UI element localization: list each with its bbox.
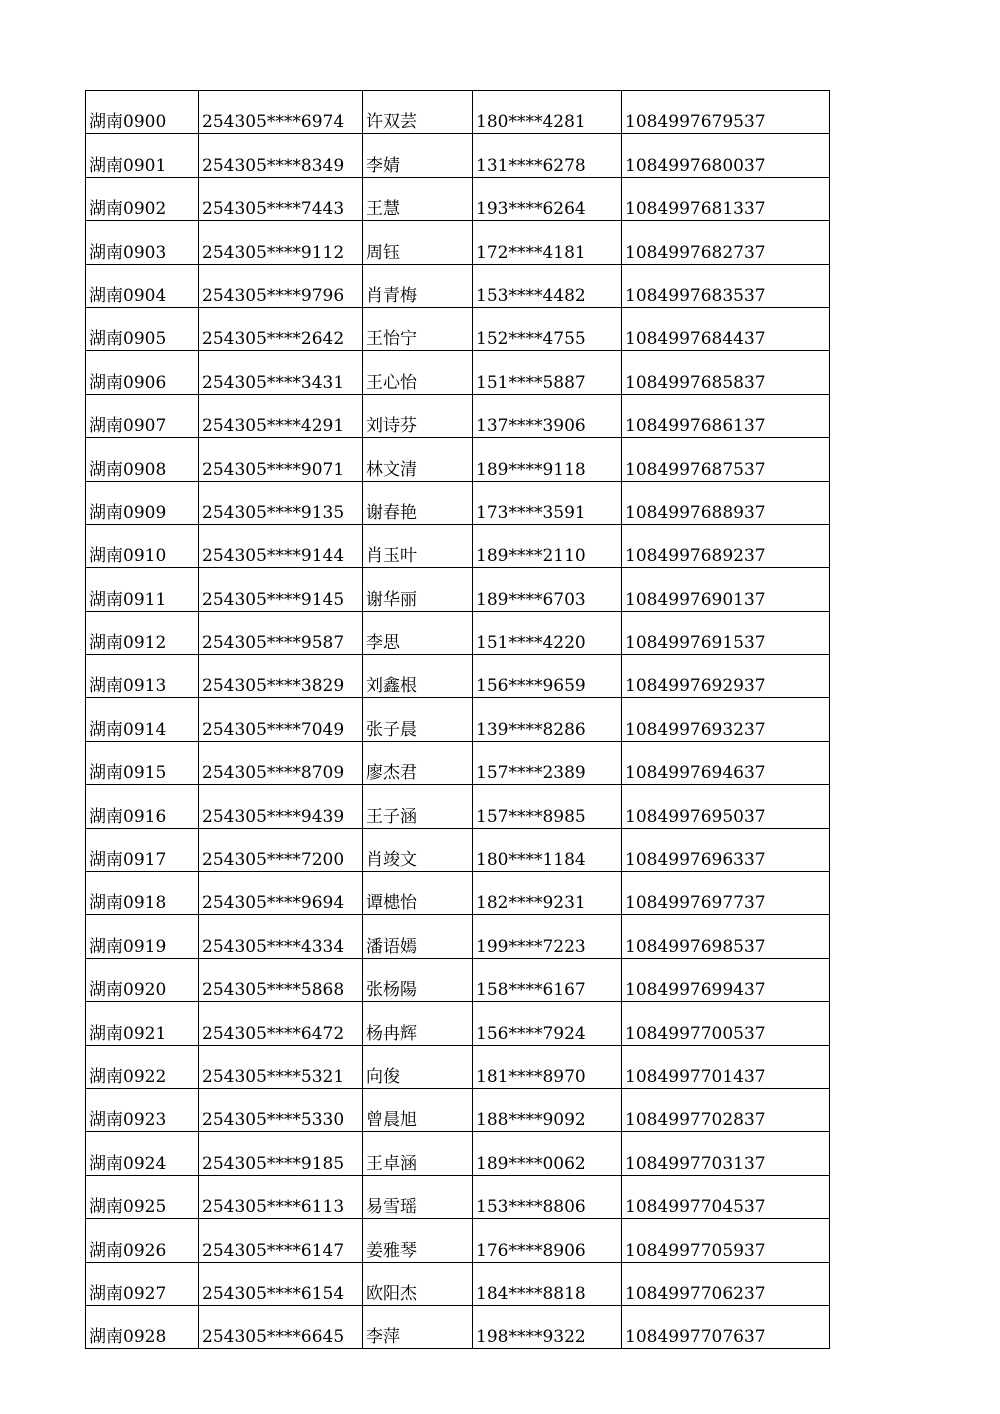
row-phone-cell: 153****8806 <box>473 1175 622 1218</box>
table-row <box>86 1132 830 1175</box>
row-phone-cell: 139****8286 <box>473 698 622 741</box>
row-code-cell: 湖南0910 <box>86 524 199 567</box>
row-id-cell: 254305****9587 <box>199 611 363 654</box>
row-name-cell: 李萍 <box>363 1305 473 1348</box>
row-phone-cell: 158****6167 <box>473 958 622 1001</box>
row-phone-cell: 156****9659 <box>473 655 622 698</box>
row-name-cell: 杨冉辉 <box>363 1002 473 1045</box>
row-code-cell: 湖南0926 <box>86 1219 199 1262</box>
row-id-cell: 254305****8349 <box>199 134 363 177</box>
row-name-cell: 谢华丽 <box>363 568 473 611</box>
row-number-cell: 1084997687537 <box>622 438 830 481</box>
row-name-cell: 林文清 <box>363 438 473 481</box>
row-id-cell: 254305****2642 <box>199 307 363 350</box>
table-row <box>86 1219 830 1262</box>
row-name-cell: 欧阳杰 <box>363 1262 473 1305</box>
row-code-cell: 湖南0919 <box>86 915 199 958</box>
row-code-cell: 湖南0903 <box>86 221 199 264</box>
table-row <box>86 481 830 524</box>
table-row <box>86 1262 830 1305</box>
row-name-cell: 王卓涵 <box>363 1132 473 1175</box>
row-code-cell: 湖南0914 <box>86 698 199 741</box>
row-name-cell: 谭槵怡 <box>363 872 473 915</box>
row-id-cell: 254305****7049 <box>199 698 363 741</box>
row-number-cell: 1084997704537 <box>622 1175 830 1218</box>
row-code-cell: 湖南0924 <box>86 1132 199 1175</box>
row-number-cell: 1084997705937 <box>622 1219 830 1262</box>
row-phone-cell: 184****8818 <box>473 1262 622 1305</box>
row-number-cell: 1084997700537 <box>622 1002 830 1045</box>
row-code-cell: 湖南0915 <box>86 741 199 784</box>
row-phone-cell: 182****9231 <box>473 872 622 915</box>
row-id-cell: 254305****6113 <box>199 1175 363 1218</box>
row-phone-cell: 137****3906 <box>473 394 622 437</box>
table-row <box>86 872 830 915</box>
row-name-cell: 王怡宁 <box>363 307 473 350</box>
row-id-cell: 254305****9135 <box>199 481 363 524</box>
row-phone-cell: 157****2389 <box>473 741 622 784</box>
row-code-cell: 湖南0917 <box>86 828 199 871</box>
row-number-cell: 1084997680037 <box>622 134 830 177</box>
row-phone-cell: 199****7223 <box>473 915 622 958</box>
row-phone-cell: 157****8985 <box>473 785 622 828</box>
table-row <box>86 177 830 220</box>
row-name-cell: 廖杰君 <box>363 741 473 784</box>
row-number-cell: 1084997699437 <box>622 958 830 1001</box>
row-number-cell: 1084997698537 <box>622 915 830 958</box>
row-name-cell: 肖玉叶 <box>363 524 473 567</box>
table-row <box>86 915 830 958</box>
table-row <box>86 785 830 828</box>
table-row <box>86 1305 830 1348</box>
row-name-cell: 王子涵 <box>363 785 473 828</box>
row-code-cell: 湖南0913 <box>86 655 199 698</box>
row-name-cell: 刘诗芬 <box>363 394 473 437</box>
row-id-cell: 254305****4334 <box>199 915 363 958</box>
table-row <box>86 307 830 350</box>
row-phone-cell: 153****4482 <box>473 264 622 307</box>
row-number-cell: 1084997689237 <box>622 524 830 567</box>
row-code-cell: 湖南0928 <box>86 1305 199 1348</box>
row-number-cell: 1084997695037 <box>622 785 830 828</box>
row-number-cell: 1084997702837 <box>622 1088 830 1131</box>
row-code-cell: 湖南0907 <box>86 394 199 437</box>
row-number-cell: 1084997682737 <box>622 221 830 264</box>
row-code-cell: 湖南0909 <box>86 481 199 524</box>
row-name-cell: 李婧 <box>363 134 473 177</box>
row-phone-cell: 189****6703 <box>473 568 622 611</box>
row-phone-cell: 181****8970 <box>473 1045 622 1088</box>
row-name-cell: 肖竣文 <box>363 828 473 871</box>
row-code-cell: 湖南0922 <box>86 1045 199 1088</box>
row-number-cell: 1084997692937 <box>622 655 830 698</box>
row-name-cell: 张杨陽 <box>363 958 473 1001</box>
row-id-cell: 254305****5868 <box>199 958 363 1001</box>
row-id-cell: 254305****6154 <box>199 1262 363 1305</box>
table-row <box>86 524 830 567</box>
row-id-cell: 254305****6147 <box>199 1219 363 1262</box>
table-row <box>86 264 830 307</box>
table-row <box>86 655 830 698</box>
row-id-cell: 254305****9439 <box>199 785 363 828</box>
row-phone-cell: 193****6264 <box>473 177 622 220</box>
table-row <box>86 698 830 741</box>
row-number-cell: 1084997707637 <box>622 1305 830 1348</box>
row-code-cell: 湖南0902 <box>86 177 199 220</box>
row-name-cell: 姜雅琴 <box>363 1219 473 1262</box>
row-phone-cell: 198****9322 <box>473 1305 622 1348</box>
row-name-cell: 张子晨 <box>363 698 473 741</box>
table-row <box>86 438 830 481</box>
row-number-cell: 1084997679537 <box>622 91 830 134</box>
row-phone-cell: 152****4755 <box>473 307 622 350</box>
row-phone-cell: 180****4281 <box>473 91 622 134</box>
row-id-cell: 254305****3829 <box>199 655 363 698</box>
row-number-cell: 1084997696337 <box>622 828 830 871</box>
row-code-cell: 湖南0911 <box>86 568 199 611</box>
row-phone-cell: 176****8906 <box>473 1219 622 1262</box>
row-name-cell: 潘语嫣 <box>363 915 473 958</box>
row-number-cell: 1084997684437 <box>622 307 830 350</box>
row-id-cell: 254305****8709 <box>199 741 363 784</box>
row-phone-cell: 172****4181 <box>473 221 622 264</box>
row-code-cell: 湖南0921 <box>86 1002 199 1045</box>
table-row <box>86 91 830 134</box>
row-id-cell: 254305****7443 <box>199 177 363 220</box>
row-number-cell: 1084997693237 <box>622 698 830 741</box>
row-phone-cell: 189****2110 <box>473 524 622 567</box>
row-code-cell: 湖南0918 <box>86 872 199 915</box>
row-id-cell: 254305****3431 <box>199 351 363 394</box>
row-phone-cell: 188****9092 <box>473 1088 622 1131</box>
table-row <box>86 134 830 177</box>
row-phone-cell: 151****4220 <box>473 611 622 654</box>
row-id-cell: 254305****9145 <box>199 568 363 611</box>
table-row <box>86 1175 830 1218</box>
table-row <box>86 1002 830 1045</box>
row-code-cell: 湖南0906 <box>86 351 199 394</box>
row-number-cell: 1084997701437 <box>622 1045 830 1088</box>
row-number-cell: 1084997703137 <box>622 1132 830 1175</box>
row-name-cell: 周钰 <box>363 221 473 264</box>
row-phone-cell: 131****6278 <box>473 134 622 177</box>
table-row <box>86 828 830 871</box>
row-number-cell: 1084997688937 <box>622 481 830 524</box>
table-row <box>86 1045 830 1088</box>
row-number-cell: 1084997681337 <box>622 177 830 220</box>
row-name-cell: 易雪瑶 <box>363 1175 473 1218</box>
row-phone-cell: 189****9118 <box>473 438 622 481</box>
row-code-cell: 湖南0904 <box>86 264 199 307</box>
row-id-cell: 254305****5330 <box>199 1088 363 1131</box>
row-code-cell: 湖南0900 <box>86 91 199 134</box>
table-row <box>86 221 830 264</box>
row-id-cell: 254305****6472 <box>199 1002 363 1045</box>
row-phone-cell: 189****0062 <box>473 1132 622 1175</box>
table-row <box>86 611 830 654</box>
row-name-cell: 谢春艳 <box>363 481 473 524</box>
row-name-cell: 李思 <box>363 611 473 654</box>
row-id-cell: 254305****6645 <box>199 1305 363 1348</box>
row-id-cell: 254305****5321 <box>199 1045 363 1088</box>
row-code-cell: 湖南0912 <box>86 611 199 654</box>
row-number-cell: 1084997683537 <box>622 264 830 307</box>
row-phone-cell: 156****7924 <box>473 1002 622 1045</box>
table-row <box>86 394 830 437</box>
row-id-cell: 254305****7200 <box>199 828 363 871</box>
row-name-cell: 肖青梅 <box>363 264 473 307</box>
row-phone-cell: 180****1184 <box>473 828 622 871</box>
row-code-cell: 湖南0925 <box>86 1175 199 1218</box>
table-row <box>86 351 830 394</box>
table-row <box>86 741 830 784</box>
record-table <box>85 90 830 1349</box>
row-number-cell: 1084997691537 <box>622 611 830 654</box>
row-code-cell: 湖南0901 <box>86 134 199 177</box>
row-code-cell: 湖南0916 <box>86 785 199 828</box>
row-id-cell: 254305****4291 <box>199 394 363 437</box>
row-number-cell: 1084997694637 <box>622 741 830 784</box>
row-id-cell: 254305****9071 <box>199 438 363 481</box>
row-code-cell: 湖南0920 <box>86 958 199 1001</box>
row-number-cell: 1084997685837 <box>622 351 830 394</box>
row-name-cell: 王慧 <box>363 177 473 220</box>
row-id-cell: 254305****9185 <box>199 1132 363 1175</box>
table-row <box>86 568 830 611</box>
row-number-cell: 1084997686137 <box>622 394 830 437</box>
row-code-cell: 湖南0908 <box>86 438 199 481</box>
row-id-cell: 254305****9112 <box>199 221 363 264</box>
row-id-cell: 254305****9694 <box>199 872 363 915</box>
row-name-cell: 许双芸 <box>363 91 473 134</box>
row-number-cell: 1084997706237 <box>622 1262 830 1305</box>
row-id-cell: 254305****6974 <box>199 91 363 134</box>
row-id-cell: 254305****9144 <box>199 524 363 567</box>
row-id-cell: 254305****9796 <box>199 264 363 307</box>
table-row <box>86 958 830 1001</box>
table-body <box>86 91 830 1349</box>
row-name-cell: 刘鑫根 <box>363 655 473 698</box>
row-phone-cell: 173****3591 <box>473 481 622 524</box>
row-code-cell: 湖南0927 <box>86 1262 199 1305</box>
row-phone-cell: 151****5887 <box>473 351 622 394</box>
row-number-cell: 1084997697737 <box>622 872 830 915</box>
row-code-cell: 湖南0905 <box>86 307 199 350</box>
row-number-cell: 1084997690137 <box>622 568 830 611</box>
row-name-cell: 王心怡 <box>363 351 473 394</box>
row-name-cell: 向俊 <box>363 1045 473 1088</box>
table-row <box>86 1088 830 1131</box>
row-name-cell: 曾晨旭 <box>363 1088 473 1131</box>
row-code-cell: 湖南0923 <box>86 1088 199 1131</box>
